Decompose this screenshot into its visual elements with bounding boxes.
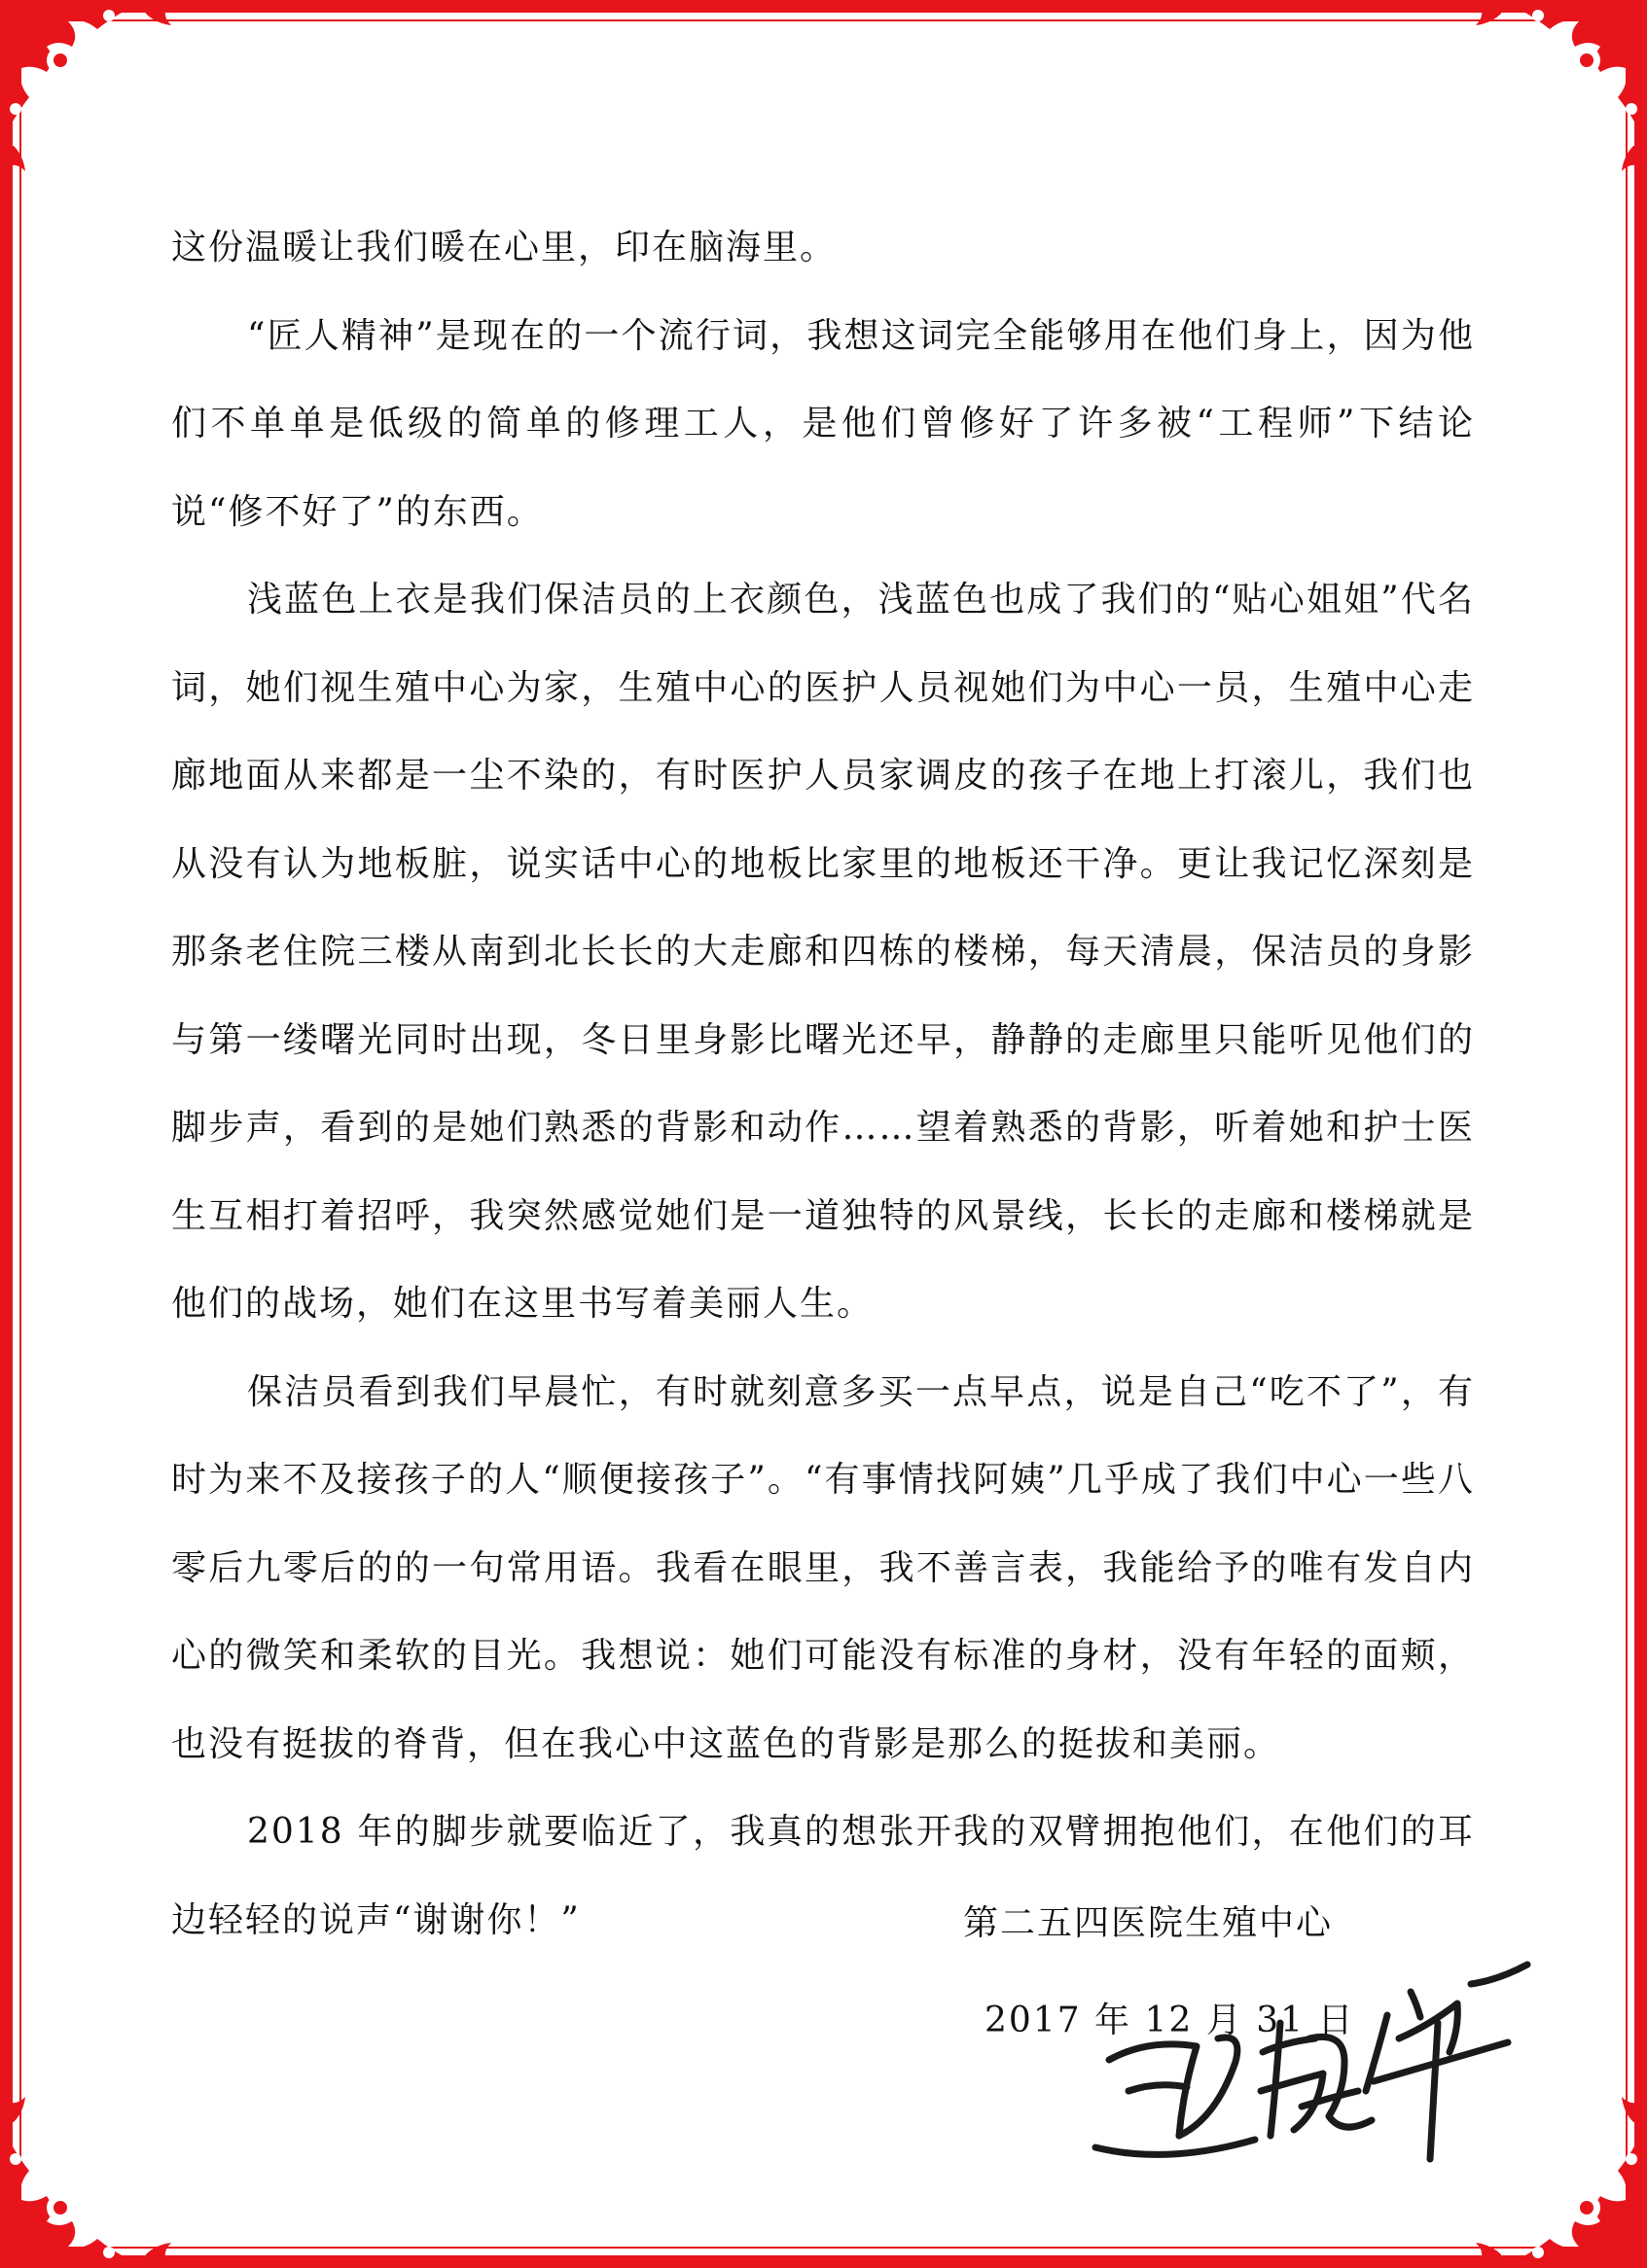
letter-paragraph: 浅蓝色上衣是我们保洁员的上衣颜色，浅蓝色也成了我们的“贴心姐姐”代名词，她们视生殖中心为家，生殖中心的医护人员视她们为中心一员，生殖中心走廊地面从来都是一尘不染的，有时医护人员家调皮的孩子在地上打滚儿，我们也从没有认为地板脏，说实话中心的地板比家里的地板还干净。更让我记忆深刻是那条老住院三楼从南到北长长的大走廊和四栋的楼梯，每天清晨，保洁员的身影与第一缕曙光同时出现，冬日里身影比曙光还早，静静的走廊里只能听见他们的脚步声，看到的是她们熟悉的背影和动作……望着熟悉的背影，听着她和护士医生互相打着招呼，我突然感觉她们是一道独特的风景线，长长的走廊和楼梯就是他们的战场，她们在这里书写着美丽人生。 bbox=[171, 580, 1475, 1324]
letter-paragraph: 2018 年的脚步就要临近了，我真的想张开我的双臂拥抱他们，在他们的耳边轻轻的说声“谢谢你！” bbox=[171, 1812, 1475, 1940]
organization-name: 第二五四医院生殖中心 bbox=[963, 1903, 1334, 1943]
letter-paragraph: 保洁员看到我们早晨忙，有时就刻意多买一点早点，说是自己“吃不了”，有时为来不及接孩子的人“顺便接孩子”。“有事情找阿姨”几乎成了我们中心一些八零后九零后的的一句常用语。我看在眼里，我不善言表，我能给予的唯有发自内心的微笑和柔软的目光。我想说：她们可能没有标准的身材，没有年轻的面颊，也没有挺拔的脊背，但在我心中这蓝色的背影是那么的挺拔和美丽。 bbox=[171, 1371, 1475, 1764]
handwritten-signature bbox=[1090, 1945, 1537, 2188]
letter-date: 2017 年 12 月 31 日 bbox=[985, 2001, 1355, 2040]
letter-paragraph: 这份温暖让我们暖在心里，印在脑海里。 bbox=[171, 228, 838, 267]
signature-block bbox=[963, 1895, 1508, 2040]
corner-ornament-icon bbox=[1462, 0, 1647, 185]
letter-body bbox=[171, 204, 1475, 1965]
corner-ornament-icon bbox=[0, 2083, 185, 2268]
corner-ornament-icon bbox=[0, 0, 185, 185]
letter-paragraph: “匠人精神”是现在的一个流行词，我想这词完全能够用在他们身上，因为他们不单单是低级的简单的修理工人，是他们曾修好了许多被“工程师”下结论说“修不好了”的东西。 bbox=[171, 315, 1475, 532]
